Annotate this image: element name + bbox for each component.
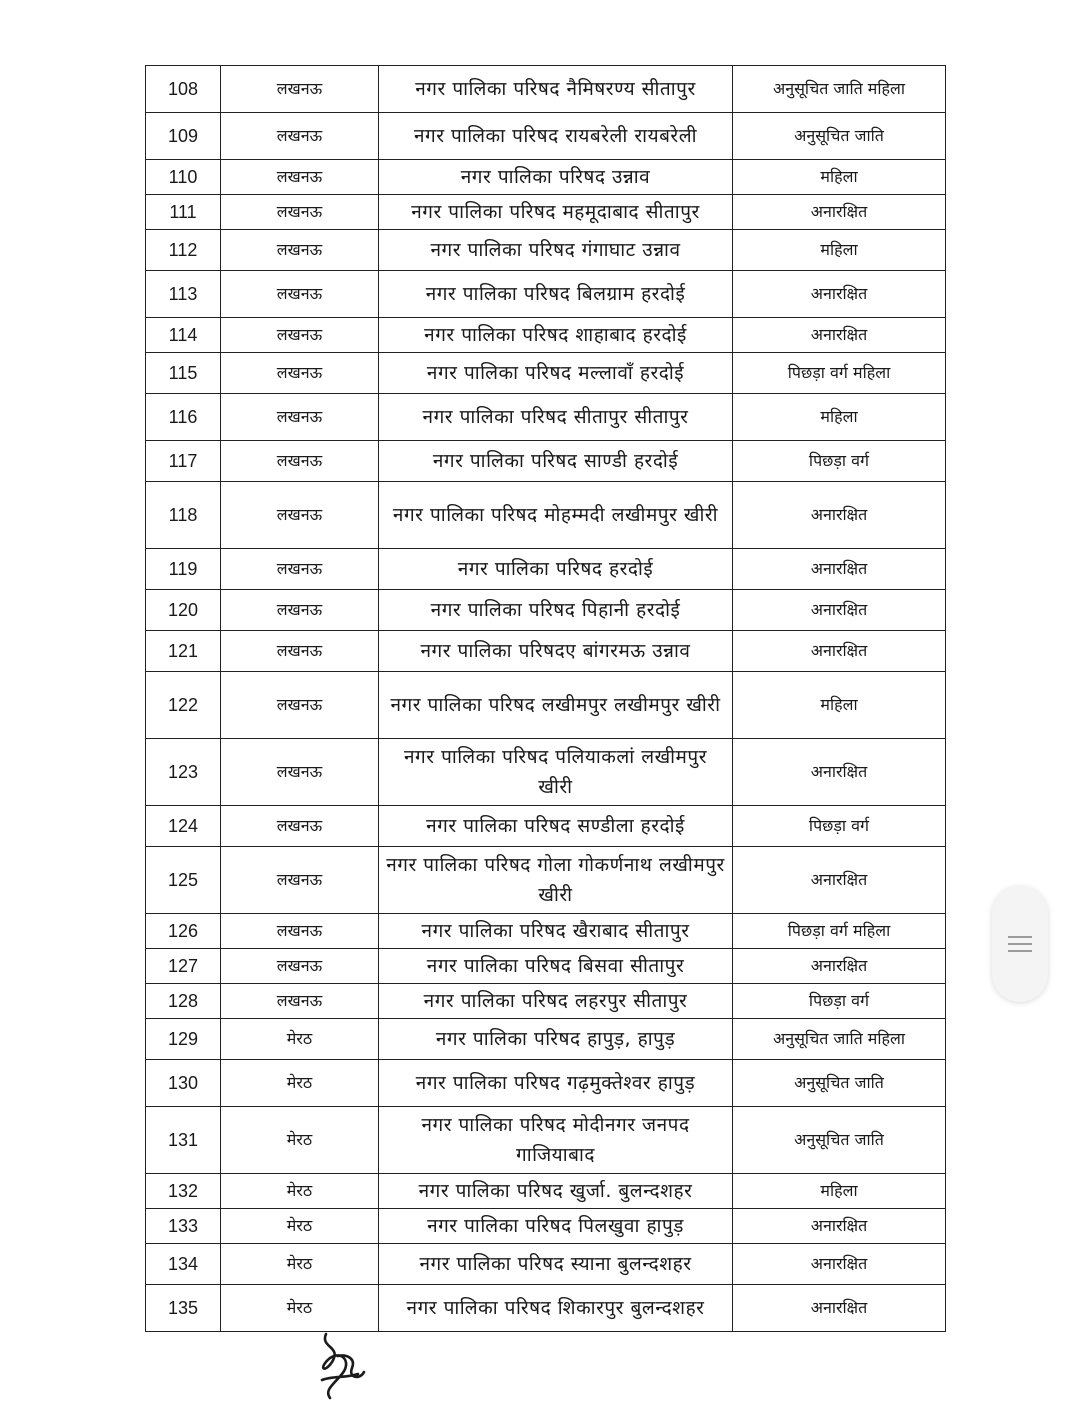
serial-number: 123	[146, 739, 221, 806]
table-row	[146, 1285, 946, 1332]
serial-number: 114	[146, 318, 221, 353]
handle-line-icon	[1008, 943, 1032, 945]
table-row	[146, 66, 946, 113]
serial-number: 109	[146, 113, 221, 160]
serial-number: 125	[146, 847, 221, 914]
reservation-category: पिछड़ा वर्ग	[733, 441, 946, 482]
table-row	[146, 1060, 946, 1107]
table-row	[146, 230, 946, 271]
division-name: लखनऊ	[221, 847, 379, 914]
reservation-category: अनुसूचित जाति	[733, 1107, 946, 1174]
serial-number: 130	[146, 1060, 221, 1107]
serial-number: 128	[146, 984, 221, 1019]
serial-number: 111	[146, 195, 221, 230]
division-name: मेरठ	[221, 1107, 379, 1174]
serial-number: 131	[146, 1107, 221, 1174]
division-name: मेरठ	[221, 1174, 379, 1209]
table-row	[146, 318, 946, 353]
table-row	[146, 160, 946, 195]
reservation-category: अनुसूचित जाति महिला	[733, 1019, 946, 1060]
council-name: नगर पालिका परिषद रायबरेली रायबरेली	[379, 113, 733, 160]
serial-number: 135	[146, 1285, 221, 1332]
council-name: नगर पालिका परिषद मोहम्मदी लखीमपुर खीरी	[379, 482, 733, 549]
serial-number: 112	[146, 230, 221, 271]
council-name: नगर पालिका परिषद लहरपुर सीतापुर	[379, 984, 733, 1019]
table-row	[146, 1019, 946, 1060]
council-name: नगर पालिका परिषद गंगाघाट उन्नाव	[379, 230, 733, 271]
table-row	[146, 1244, 946, 1285]
division-name: लखनऊ	[221, 806, 379, 847]
reservation-category: महिला	[733, 394, 946, 441]
division-name: लखनऊ	[221, 394, 379, 441]
division-name: लखनऊ	[221, 672, 379, 739]
council-name: नगर पालिका परिषद शिकारपुर बुलन्दशहर	[379, 1285, 733, 1332]
table-row	[146, 195, 946, 230]
serial-number: 113	[146, 271, 221, 318]
handle-line-icon	[1008, 936, 1032, 938]
table-row	[146, 113, 946, 160]
serial-number: 119	[146, 549, 221, 590]
table-row	[146, 949, 946, 984]
council-name: नगर पालिका परिषद पिहानी हरदोई	[379, 590, 733, 631]
council-name: नगर पालिका परिषद लखीमपुर लखीमपुर खीरी	[379, 672, 733, 739]
reservation-table	[145, 65, 946, 1332]
division-name: लखनऊ	[221, 271, 379, 318]
division-name: मेरठ	[221, 1209, 379, 1244]
table-row	[146, 672, 946, 739]
council-name: नगर पालिका परिषद उन्नाव	[379, 160, 733, 195]
serial-number: 122	[146, 672, 221, 739]
table-row	[146, 914, 946, 949]
handle-line-icon	[1008, 950, 1032, 952]
table-row	[146, 271, 946, 318]
serial-number: 116	[146, 394, 221, 441]
reservation-category: अनारक्षित	[733, 1244, 946, 1285]
serial-number: 118	[146, 482, 221, 549]
council-name: नगर पालिका परिषद साण्डी हरदोई	[379, 441, 733, 482]
council-name: नगर पालिका परिषद नैमिषरण्य सीतापुर	[379, 66, 733, 113]
reservation-category: अनारक्षित	[733, 1209, 946, 1244]
table-row	[146, 394, 946, 441]
council-name: नगर पालिका परिषद खुर्जा. बुलन्दशहर	[379, 1174, 733, 1209]
division-name: लखनऊ	[221, 949, 379, 984]
reservation-category: महिला	[733, 230, 946, 271]
serial-number: 124	[146, 806, 221, 847]
council-name: नगर पालिका परिषदए बांगरमऊ उन्नाव	[379, 631, 733, 672]
table-row	[146, 441, 946, 482]
council-name: नगर पालिका परिषद सीतापुर सीतापुर	[379, 394, 733, 441]
serial-number: 121	[146, 631, 221, 672]
council-name: नगर पालिका परिषद सण्डीला हरदोई	[379, 806, 733, 847]
council-name: नगर पालिका परिषद बिसवा सीतापुर	[379, 949, 733, 984]
division-name: लखनऊ	[221, 66, 379, 113]
division-name: लखनऊ	[221, 984, 379, 1019]
division-name: लखनऊ	[221, 914, 379, 949]
signature-mark	[312, 1328, 372, 1404]
division-name: लखनऊ	[221, 441, 379, 482]
table-row	[146, 1174, 946, 1209]
table-row	[146, 631, 946, 672]
serial-number: 126	[146, 914, 221, 949]
division-name: लखनऊ	[221, 482, 379, 549]
division-name: लखनऊ	[221, 590, 379, 631]
division-name: मेरठ	[221, 1285, 379, 1332]
council-name: नगर पालिका परिषद मल्लावाँ हरदोई	[379, 353, 733, 394]
table-row	[146, 847, 946, 914]
reservation-category: अनारक्षित	[733, 549, 946, 590]
table-row	[146, 1209, 946, 1244]
table-row	[146, 590, 946, 631]
serial-number: 129	[146, 1019, 221, 1060]
serial-number: 110	[146, 160, 221, 195]
table-row	[146, 984, 946, 1019]
table-row	[146, 739, 946, 806]
serial-number: 133	[146, 1209, 221, 1244]
reservation-category: पिछड़ा वर्ग महिला	[733, 914, 946, 949]
division-name: मेरठ	[221, 1019, 379, 1060]
reservation-category: पिछड़ा वर्ग	[733, 984, 946, 1019]
division-name: मेरठ	[221, 1060, 379, 1107]
division-name: लखनऊ	[221, 549, 379, 590]
reservation-category: अनारक्षित	[733, 1285, 946, 1332]
reservation-category: अनारक्षित	[733, 590, 946, 631]
reservation-category: अनुसूचित जाति महिला	[733, 66, 946, 113]
table-row	[146, 806, 946, 847]
council-name: नगर पालिका परिषद गोला गोकर्णनाथ लखीमपुर खीरी	[379, 847, 733, 914]
serial-number: 132	[146, 1174, 221, 1209]
council-name: नगर पालिका परिषद महमूदाबाद सीतापुर	[379, 195, 733, 230]
reservation-category: महिला	[733, 672, 946, 739]
reservation-category: अनारक्षित	[733, 847, 946, 914]
division-name: लखनऊ	[221, 195, 379, 230]
council-name: नगर पालिका परिषद पिलखुवा हापुड़	[379, 1209, 733, 1244]
reservation-category: महिला	[733, 1174, 946, 1209]
serial-number: 117	[146, 441, 221, 482]
serial-number: 108	[146, 66, 221, 113]
division-name: लखनऊ	[221, 353, 379, 394]
council-name: नगर पालिका परिषद मोदीनगर जनपद गाजियाबाद	[379, 1107, 733, 1174]
reservation-category: अनारक्षित	[733, 739, 946, 806]
serial-number: 115	[146, 353, 221, 394]
reservation-category: महिला	[733, 160, 946, 195]
table-row	[146, 482, 946, 549]
reservation-category: अनारक्षित	[733, 482, 946, 549]
floating-scroll-handle[interactable]	[992, 886, 1048, 1002]
reservation-category: अनारक्षित	[733, 195, 946, 230]
reservation-category: अनारक्षित	[733, 271, 946, 318]
council-name: नगर पालिका परिषद गढ़मुक्तेश्वर हापुड़	[379, 1060, 733, 1107]
serial-number: 127	[146, 949, 221, 984]
reservation-category: अनारक्षित	[733, 318, 946, 353]
reservation-category: अनारक्षित	[733, 949, 946, 984]
division-name: लखनऊ	[221, 631, 379, 672]
reservation-category: अनारक्षित	[733, 631, 946, 672]
reservation-category: अनुसूचित जाति	[733, 1060, 946, 1107]
division-name: लखनऊ	[221, 318, 379, 353]
reservation-category: पिछड़ा वर्ग महिला	[733, 353, 946, 394]
table-row	[146, 1107, 946, 1174]
serial-number: 120	[146, 590, 221, 631]
council-name: नगर पालिका परिषद हरदोई	[379, 549, 733, 590]
council-name: नगर पालिका परिषद खैराबाद सीतापुर	[379, 914, 733, 949]
table-row	[146, 353, 946, 394]
council-name: नगर पालिका परिषद पलियाकलां लखीमपुर खीरी	[379, 739, 733, 806]
council-name: नगर पालिका परिषद स्याना बुलन्दशहर	[379, 1244, 733, 1285]
division-name: लखनऊ	[221, 230, 379, 271]
reservation-category: अनुसूचित जाति	[733, 113, 946, 160]
council-name: नगर पालिका परिषद हापुड़, हापुड़	[379, 1019, 733, 1060]
reservation-category: पिछड़ा वर्ग	[733, 806, 946, 847]
council-name: नगर पालिका परिषद शाहाबाद हरदोई	[379, 318, 733, 353]
table-row	[146, 549, 946, 590]
division-name: लखनऊ	[221, 113, 379, 160]
division-name: मेरठ	[221, 1244, 379, 1285]
division-name: लखनऊ	[221, 739, 379, 806]
serial-number: 134	[146, 1244, 221, 1285]
council-name: नगर पालिका परिषद बिलग्राम हरदोई	[379, 271, 733, 318]
division-name: लखनऊ	[221, 160, 379, 195]
